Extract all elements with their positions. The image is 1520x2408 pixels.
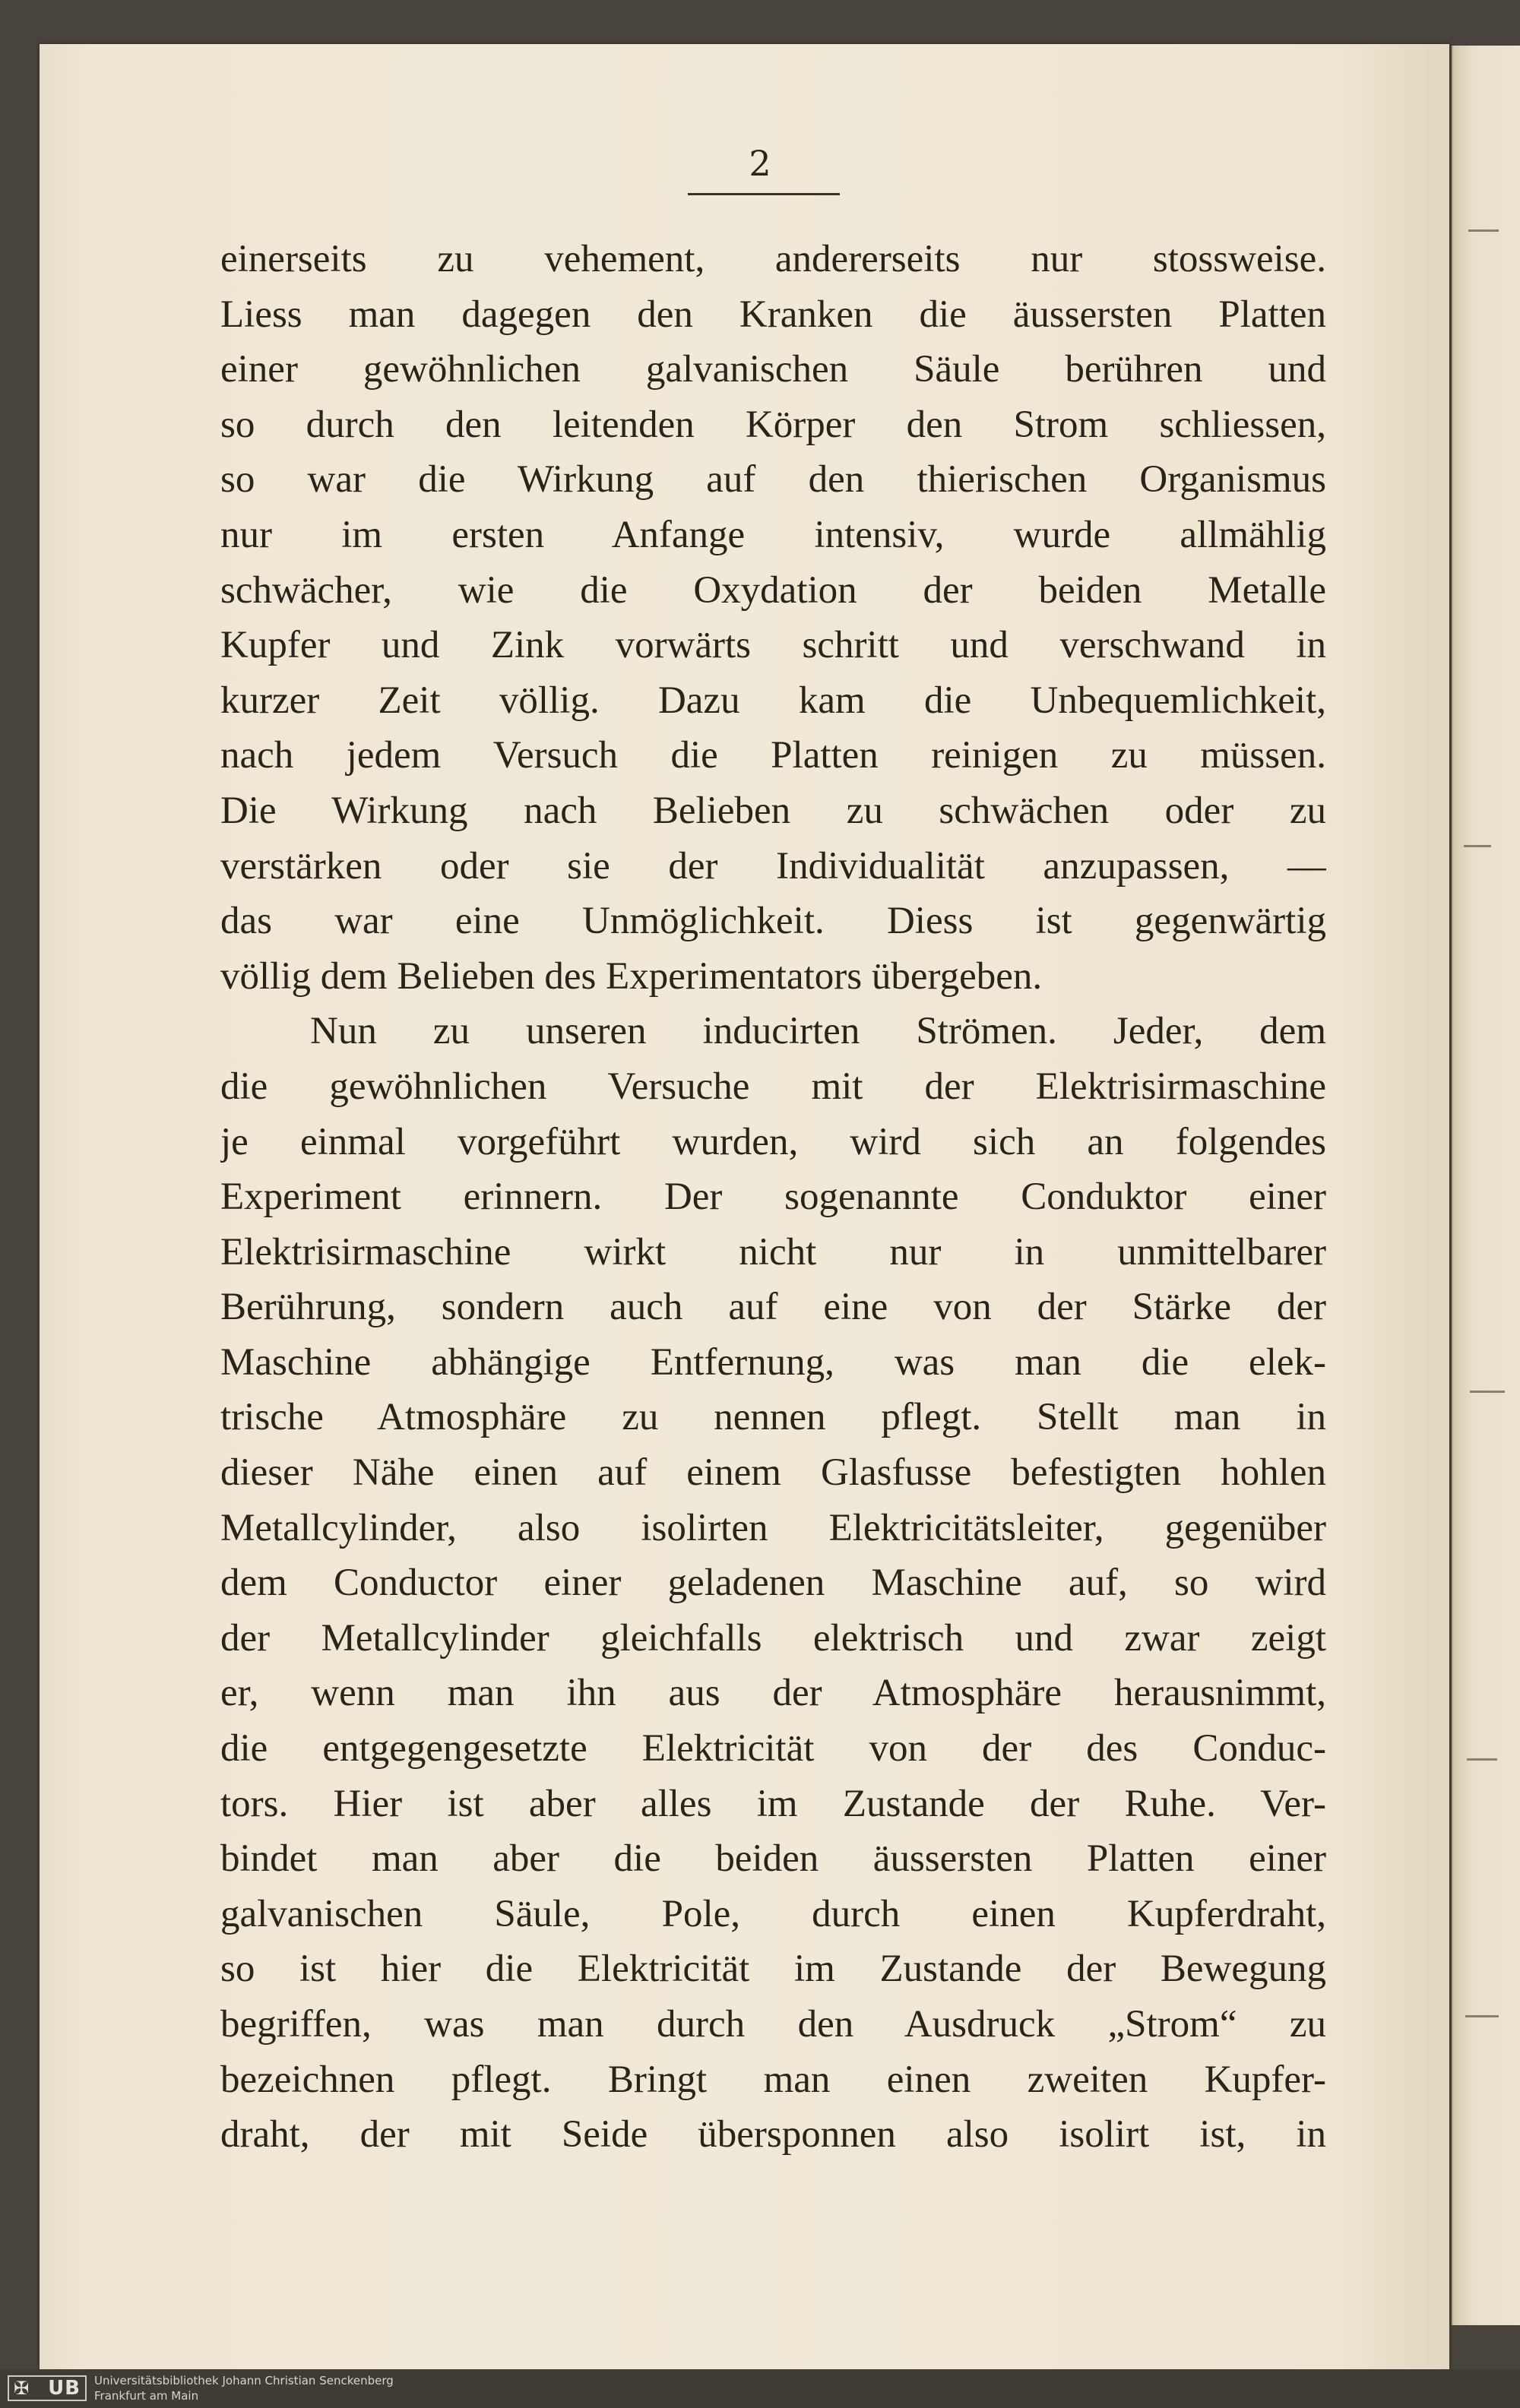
text-line: kurzer Zeit völlig. Dazu kam die Unbequemlichkeit, [220, 679, 1326, 722]
text-line: Experiment erinnern. Der sogenannte Conduktor einer [220, 1176, 1326, 1219]
text-line: schwächer, wie die Oxydation der beiden Metalle [220, 568, 1326, 612]
page-edge-mark [1468, 229, 1499, 232]
text-line: Kupfer und Zink vorwärts schritt und verschwand in [220, 624, 1326, 667]
body-text [220, 232, 1326, 2163]
text-line: verstärken oder sie der Individualität anzupassen, — [220, 844, 1326, 888]
text-line: die entgegengesetzte Elektricität von der des Conduc- [220, 1727, 1326, 1770]
text-line: nach jedem Versuch die Platten reinigen zu müssen. [220, 734, 1326, 777]
text-line: Metallcylinder, also isolirten Elektricitätsleiter, gegenüber [220, 1506, 1326, 1549]
text-line: nur im ersten Anfange intensiv, wurde allmählig [220, 513, 1326, 556]
text-line: Die Wirkung nach Belieben zu schwächen oder zu [220, 789, 1326, 832]
text-line: Elektrisirmaschine wirkt nicht nur in unmittelbarer [220, 1230, 1326, 1274]
text-line: er, wenn man ihn aus der Atmosphäre herausnimmt, [220, 1672, 1326, 1715]
page-edge-mark [1465, 2015, 1499, 2017]
text-line: einerseits zu vehement, andererseits nur stossweise. [220, 238, 1326, 280]
text-line: draht, der mit Seide übersponnen also isolirt ist, in [220, 2113, 1326, 2156]
page-edge-mark [1467, 1758, 1497, 1761]
text-line: bezeichnen pflegt. Bringt man einen zweiten Kupfer- [220, 2058, 1326, 2101]
text-line: begriffen, was man durch den Ausdruck „Strom“ zu [220, 2003, 1326, 2046]
text-line: galvanischen Säule, Pole, durch einen Kupferdraht, [220, 1892, 1326, 1935]
text-line: der Metallcylinder gleichfalls elektrisch und zwar zeigt [220, 1616, 1326, 1660]
text-line: so war die Wirkung auf den thierischen Organismus [220, 458, 1326, 502]
text-line: so ist hier die Elektricität im Zustande der Bewegung [220, 1948, 1326, 1991]
footer-credit-line-1: Universitätsbibliothek Johann Christian Senckenberg [94, 2374, 394, 2387]
adjacent-page-edge [1452, 46, 1520, 2325]
library-logo [8, 2375, 87, 2401]
text-line: völlig dem Belieben des Experimentators übergeben. [220, 954, 1043, 998]
text-line: Nun zu unseren inducirten Strömen. Jeder, dem [310, 1010, 1326, 1053]
text-line: einer gewöhnlichen galvanischen Säule berühren und [220, 348, 1326, 391]
text-line: so durch den leitenden Körper den Strom schliessen, [220, 403, 1326, 446]
text-line: dieser Nähe einen auf einem Glasfusse befestigten hohlen [220, 1451, 1326, 1495]
page-number: 2 [749, 143, 771, 184]
page-edge-mark [1464, 845, 1491, 847]
text-line: bindet man aber die beiden äussersten Platten einer [220, 1837, 1326, 1881]
library-logo-text: UB [48, 2377, 81, 2400]
footer-credit-line-2: Frankfurt am Main [94, 2389, 199, 2403]
text-line: die gewöhnlichen Versuche mit der Elektrisirmaschine [220, 1065, 1326, 1108]
page-edge-mark [1470, 1391, 1505, 1393]
text-line: dem Conductor einer geladenen Maschine auf, so wird [220, 1562, 1326, 1605]
footer-credit [94, 2373, 394, 2403]
text-line: tors. Hier ist aber alles im Zustande der Ruhe. Ver- [220, 1782, 1326, 1825]
library-emblem-icon: ✠ [14, 2378, 30, 2399]
text-line: Liess man dagegen den Kranken die äussersten Platten [220, 293, 1326, 336]
page-number-rule [688, 193, 840, 195]
text-line: Maschine abhängige Entfernung, was man die elek- [220, 1340, 1326, 1384]
text-line: trische Atmosphäre zu nennen pflegt. Stellt man in [220, 1396, 1326, 1439]
text-line: Berührung, sondern auch auf eine von der Stärke der [220, 1286, 1326, 1329]
text-line: das war eine Unmöglichkeit. Diess ist gegenwärtig [220, 900, 1326, 943]
text-line: je einmal vorgeführt wurden, wird sich an folgendes [220, 1120, 1326, 1163]
